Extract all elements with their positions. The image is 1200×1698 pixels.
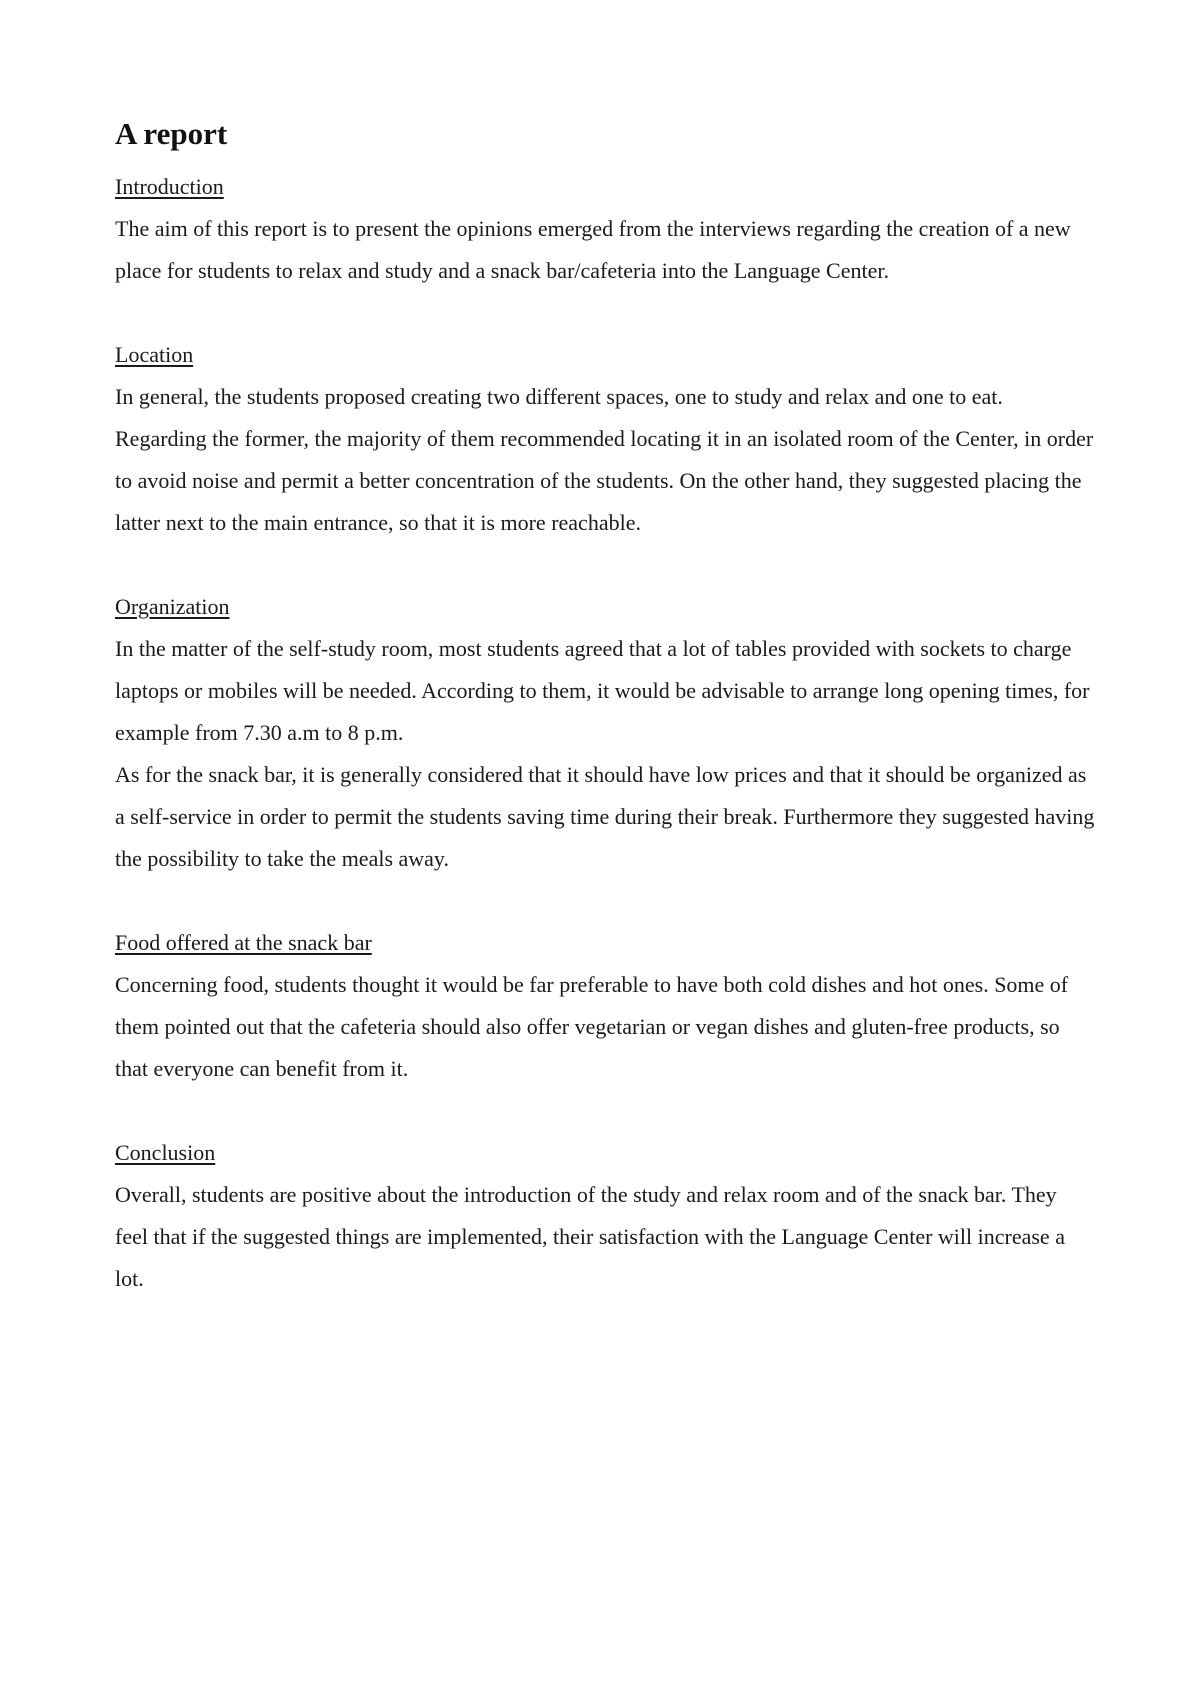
paragraph: As for the snack bar, it is generally considered that it should have low prices and that it should be organized as a self-service in order to permit the students saving time during their break. Furthermore they suggested having the possibility to take the meals away. [115, 762, 1095, 871]
paragraph: In the matter of the self-study room, most students agreed that a lot of tables provided with sockets to charge laptops or mobiles will be needed. According to them, it would be advisable to arrange long opening times, for example from 7.30 a.m to 8 p.m. [115, 636, 1090, 745]
paragraph: Overall, students are positive about the introduction of the study and relax room and of the snack bar. They feel that if the suggested things are implemented, their satisfaction with the Language Center will increase a lot. [115, 1182, 1065, 1291]
spacer [115, 292, 1095, 334]
section-location [115, 334, 1095, 544]
spacer [115, 880, 1095, 922]
section-heading-organization: Organization [115, 594, 230, 619]
paragraph: The aim of this report is to present the opinions emerged from the interviews regarding the creation of a new place for students to relax and study and a snack bar/cafeteria into the Language Center. [115, 216, 1071, 283]
section-heading-food-offered: Food offered at the snack bar [115, 930, 372, 955]
paragraph: Concerning food, students thought it would be far preferable to have both cold dishes and hot ones. Some of them pointed out that the cafeteria should also offer vegetarian or vegan dishes and gluten-free products, so that everyone can benefit from it. [115, 972, 1069, 1081]
document-title: A report [115, 116, 228, 151]
section-heading-location: Location [115, 342, 194, 367]
spacer [115, 1090, 1095, 1132]
document-page [115, 112, 1095, 1300]
section-food-offered [115, 922, 1095, 1090]
section-organization [115, 586, 1095, 880]
section-introduction [115, 166, 1095, 292]
section-heading-conclusion: Conclusion [115, 1140, 216, 1165]
spacer [115, 544, 1095, 586]
paragraph: In general, the students proposed creating two different spaces, one to study and relax and one to eat. Regarding the former, the majority of them recommended locating it in an isolated room of the Center, in order to avoid noise and permit a better concentration of the students. On the other hand, they suggested placing the latter next to the main entrance, so that it is more reachable. [115, 384, 1094, 535]
section-heading-introduction: Introduction [115, 174, 224, 199]
section-conclusion [115, 1132, 1095, 1300]
